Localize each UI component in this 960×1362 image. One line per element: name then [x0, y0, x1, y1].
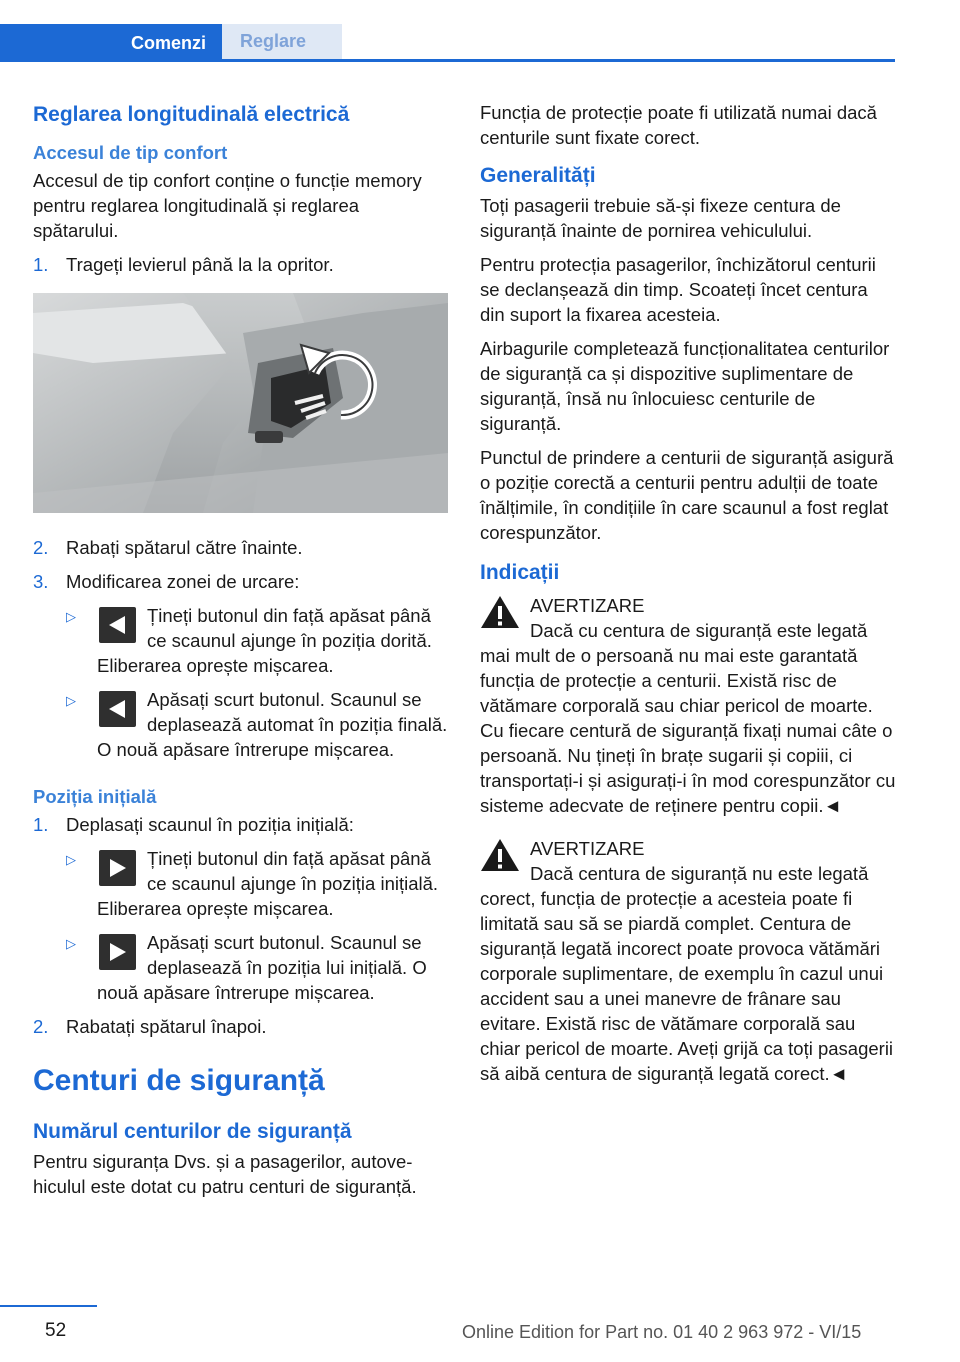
warning-triangle-icon [480, 838, 520, 872]
triangle-bullet-icon: ▷ [66, 852, 76, 867]
bullet-hold-button [66, 603, 448, 678]
heading-belt-count: Numărul centurilor de siguranță [33, 1120, 352, 1143]
heading-general: Generalități [480, 164, 596, 187]
step-number: 3. [33, 571, 49, 592]
triangle-bullet-icon: ▷ [66, 936, 76, 951]
heading-indications: Indicații [480, 561, 560, 584]
header-tabs [0, 24, 895, 62]
general-p4: Punctul de prindere a centurii de siguranță asigură o poziție corectă a centurii pentru adulții de toate înălțimile, în condițiile în care scaunul a fost reglat corespunzător. [480, 447, 894, 543]
seat-back-button-icon [99, 691, 136, 727]
general-p2: Pentru protecția pasagerilor, închizătorul centurii se declanșează din timp. Scoateți încet centura din suport la fixarea acesteia. [480, 254, 876, 325]
triangle-bullet-icon: ▷ [66, 609, 76, 624]
heading-electric-adjust: Reglarea longitudinală electrică [33, 103, 350, 126]
heading-seat-belts: Centuri de siguranță [33, 1064, 325, 1097]
belt-count-text: Pentru siguranța Dvs. și a pasagerilor, autovehiculul este dotat cu patru centuri de siguranță. [33, 1151, 417, 1197]
bullet-text: Apăsați scurt butonul. Scaunul se deplasează automat în poziția finală. O nouă apăsare întrerupe mișcarea. [97, 689, 448, 760]
bullet-hold-forward [66, 846, 448, 921]
warning-title: AVERTIZARE [530, 595, 645, 616]
step-number: 1. [33, 254, 49, 275]
step-2 [33, 535, 448, 560]
left-column [33, 100, 448, 1208]
triangle-bullet-icon: ▷ [66, 693, 76, 708]
warning-block-1 [480, 593, 896, 818]
step-1 [33, 252, 448, 277]
header-rule [0, 59, 895, 62]
general-p1: Toți pasagerii trebuie să-și fixeze centura de siguranță înainte de pornirea vehiculului. [480, 195, 841, 241]
seat-lever-photo [33, 293, 448, 513]
bullet-text: Țineți butonul din față apăsat până ce scaunul ajunge în poziția dorită. Eliberarea oprește mișcarea. [97, 605, 432, 676]
general-p3: Airbagurile completează funcționalitatea centurilor de siguranță ca și dispozitive suplimentare de siguranță, însă nu înlocuiesc centurile de siguranță. [480, 338, 890, 434]
warning-triangle-icon [480, 595, 520, 629]
warning-text: Dacă centura de siguranță nu este legată corect, funcția de protecție a acesteia poate fi limitată sau să se piardă complet. Centura de siguranță legată incorect poate provoca vătămări corporale suplimentare, de exemplu în cazul unui accident sau a unei manevre de frânare sau evitare. Există risc de vătămare corporală sau chiar pericol de moarte. Aveți grijă ca toți pasagerii să aibă centura de siguranță legată corect.◄ [480, 863, 894, 1084]
protection-note: Funcția de protecție poate fi utilizată numai dacă centurile sunt fixate corect. [480, 102, 877, 148]
right-column [480, 100, 896, 1098]
bullet-short-forward [66, 930, 448, 1005]
step-text: Rabați spătarul către înainte. [66, 537, 303, 558]
step-text: Deplasați scaunul în poziția inițială: [66, 814, 354, 835]
step-text: Modificarea zonei de urcare: [66, 571, 300, 592]
tab-comenzi[interactable]: Comenzi [0, 24, 222, 62]
step-number: 1. [33, 814, 49, 835]
tab-reglare[interactable]: Reglare [222, 24, 342, 59]
warning-block-2 [480, 836, 896, 1086]
bullet-text: Apăsați scurt butonul. Scaunul se deplasează în poziția lui inițială. O nouă apăsare întrerupe mișcarea. [97, 932, 427, 1003]
initial-step-2 [33, 1014, 448, 1039]
step-3 [33, 569, 448, 594]
seat-back-button-icon [99, 607, 136, 643]
bullet-text: Țineți butonul din față apăsat până ce scaunul ajunge în poziția inițială. Eliberarea oprește mișcarea. [97, 848, 439, 919]
initial-step-1 [33, 812, 448, 837]
page-number: 52 [45, 1320, 67, 1341]
bullet-short-press [66, 687, 448, 762]
warning-text: Dacă cu centura de siguranță este legată mai mult de o persoană nu mai este garantată funcția de protecție a centurii. Există risc de vătămare corporală sau chiar pericol de moarte. Cu fiecare centură de siguranță fixați numai câte o persoană. Nu țineți în brațe sugarii și copiii, ci transportați-i și asigurați-i în mod corespunzător cu sisteme adecvate de reținere pentru copii.◄ [480, 620, 896, 816]
heading-initial-position: Poziția inițială [33, 786, 157, 807]
warning-title: AVERTIZARE [530, 838, 645, 859]
step-text: Trageți levierul până la la opritor. [66, 254, 334, 275]
edition-note: Online Edition for Part no. 01 40 2 963 972 - VI/15 [462, 1322, 862, 1342]
seat-lever-illustration [33, 293, 448, 513]
comfort-intro: Accesul de tip confort conține o funcție memory pentru reglarea longitudinală și reglarea spătarului. [33, 170, 422, 241]
seat-forward-button-icon [99, 850, 136, 886]
heading-comfort-access: Accesul de tip confort [33, 142, 228, 163]
step-number: 2. [33, 1016, 49, 1037]
step-number: 2. [33, 537, 49, 558]
step-text: Rabatați spătarul înapoi. [66, 1016, 267, 1037]
footer-rule [0, 1305, 97, 1307]
seat-forward-button-icon [99, 934, 136, 970]
